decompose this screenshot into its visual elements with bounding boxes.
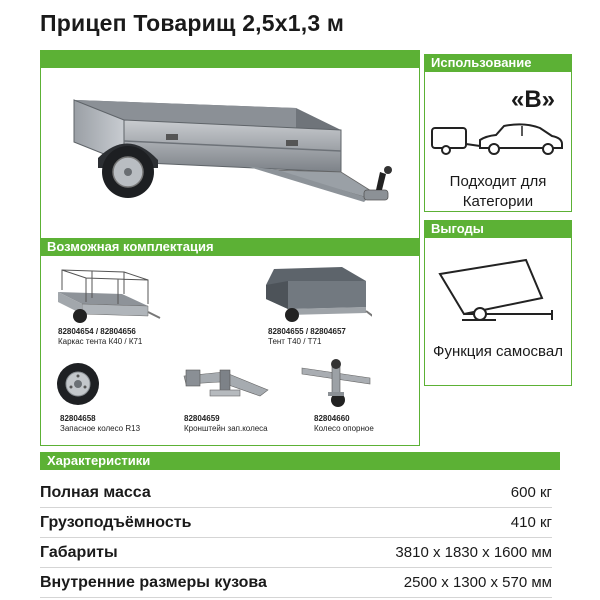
main-photo-header-bar bbox=[40, 50, 420, 68]
license-category: «B» bbox=[511, 86, 556, 113]
kit-item-name: Запасное колесо R13 bbox=[60, 424, 141, 433]
kit-item-spare-wheel bbox=[60, 414, 140, 434]
tent-frame-image bbox=[52, 264, 162, 324]
spec-value: 410 кг bbox=[510, 514, 552, 531]
spec-label: Грузоподъёмность bbox=[40, 513, 192, 531]
kit-item-code: 82804654 / 82804656 bbox=[58, 327, 136, 336]
kit-item-name: Кронштейн зап.колеса bbox=[184, 424, 268, 433]
spec-label: Полная масса bbox=[40, 483, 151, 501]
jockey-wheel-image bbox=[298, 358, 378, 408]
tipper-icon bbox=[434, 254, 564, 324]
kit-item-tent bbox=[268, 327, 346, 347]
wheel-bracket-image bbox=[180, 362, 270, 406]
kit-item-code: 82804658 bbox=[60, 414, 96, 423]
kit-item-tent-frame bbox=[58, 327, 142, 347]
spec-row-payload bbox=[40, 508, 552, 538]
spec-value: 3810 х 1830 х 1600 мм bbox=[395, 544, 552, 561]
kit-item-code: 82804660 bbox=[314, 414, 350, 423]
tent-image bbox=[262, 262, 372, 324]
kit-item-name: Тент Т40 / Т71 bbox=[268, 337, 322, 346]
car-with-trailer-icon bbox=[428, 122, 568, 158]
kit-item-name: Колесо опорное bbox=[314, 424, 374, 433]
kit-item-wheel-bracket bbox=[184, 414, 268, 434]
kit-item-name: Каркас тента К40 / К71 bbox=[58, 337, 143, 346]
spec-value: 600 кг bbox=[510, 484, 552, 501]
spec-value: 2500 х 1300 х 570 мм bbox=[403, 574, 552, 591]
benefits-header: Выгоды bbox=[424, 220, 572, 238]
spare-wheel-image bbox=[56, 362, 100, 406]
usage-text: Подходит для Категории bbox=[449, 173, 547, 210]
kit-item-code: 82804655 / 82804657 bbox=[268, 327, 346, 336]
kit-item-code: 82804659 bbox=[184, 414, 220, 423]
specs-header: Характеристики bbox=[40, 452, 560, 470]
page-title: Прицеп Товарищ 2,5х1,3 м bbox=[40, 10, 345, 36]
spec-label: Внутренние размеры кузова bbox=[40, 573, 267, 591]
spec-row-inner-dimensions bbox=[40, 568, 552, 598]
spec-row-dimensions bbox=[40, 538, 552, 568]
trailer-photo bbox=[46, 90, 406, 232]
kit-header: Возможная комплектация bbox=[40, 238, 420, 256]
kit-item-jockey-wheel bbox=[314, 414, 374, 434]
spec-row-total-mass bbox=[40, 478, 552, 508]
benefits-text: Функция самосвал bbox=[433, 343, 563, 360]
usage-header: Использование bbox=[424, 54, 572, 72]
spec-label: Габариты bbox=[40, 543, 118, 561]
